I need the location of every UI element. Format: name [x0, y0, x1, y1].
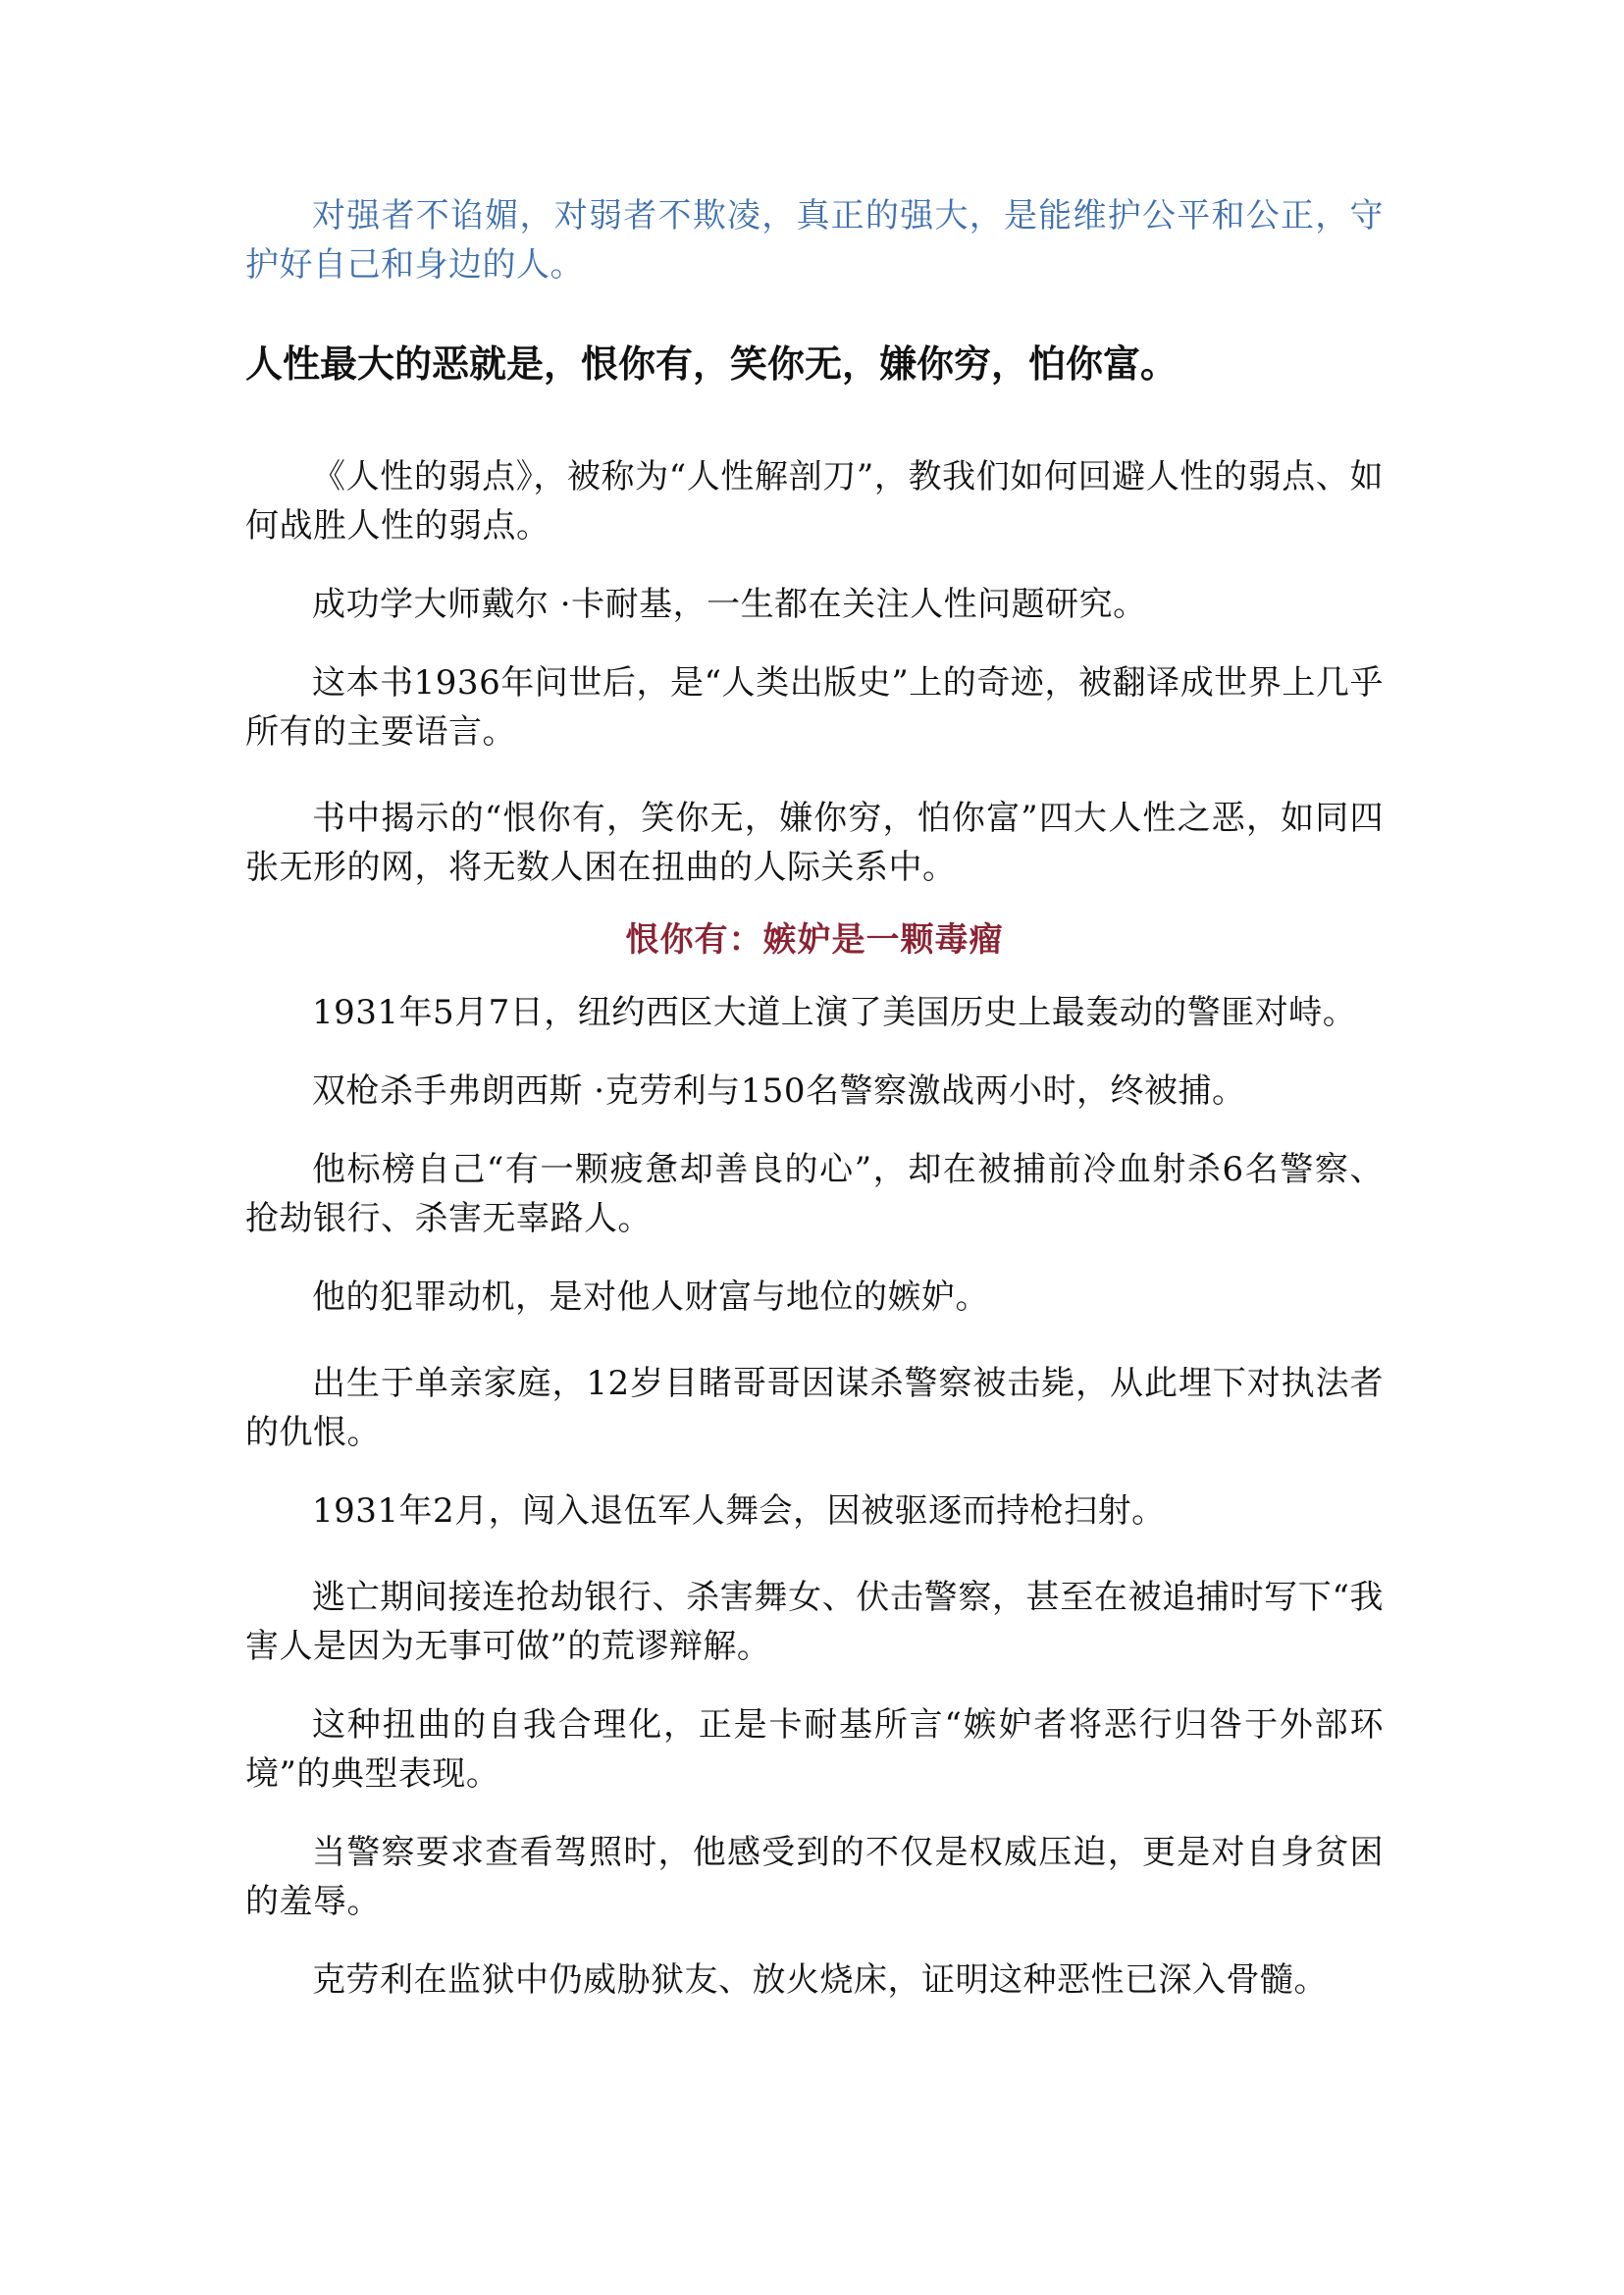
body-paragraph: 当警察要求查看驾照时，他感受到的不仅是权威压迫，更是对自身贫困的羞辱。	[245, 1833, 1384, 1921]
body-paragraph: 他标榜自己“有一颗疲惫却善良的心”，却在被捕前冷血射杀6名警察、抢劫银行、杀害无辜路人。	[245, 1150, 1384, 1238]
intro-paragraph: 《人性的弱点》，被称为“人性解剖刀”，教我们如何回避人性的弱点、如何战胜人性的弱点。	[245, 457, 1384, 546]
body-paragraph: 双枪杀手弗朗西斯 ·克劳利与150名警察激战两小时，终被捕。	[312, 1071, 1246, 1111]
body-paragraph: 1931年5月7日，纽约西区大道上演了美国历史上最轰动的警匪对峙。	[312, 993, 1357, 1032]
intro-paragraph: 成功学大师戴尔 ·卡耐基，一生都在关注人性问题研究。	[312, 585, 1147, 624]
body-paragraph: 1931年2月，闯入退伍军人舞会，因被驱逐而持枪扫射。	[312, 1491, 1166, 1531]
intro-paragraph: 这本书1936年问世后，是“人类出版史”上的奇迹，被翻译成世界上几乎所有的主要语言。	[245, 663, 1384, 752]
intro-paragraph: 书中揭示的“恨你有，笑你无，嫌你穷，怕你富”四大人性之恶，如同四张无形的网，将无数人困在扭曲的人际关系中。	[245, 799, 1384, 887]
body-paragraph: 逃亡期间接连抢劫银行、杀害舞女、伏击警察，甚至在被追捕时写下“我害人是因为无事可做”的荒谬辩解。	[245, 1578, 1384, 1666]
opening-quote: 对强者不谄媚，对弱者不欺凌，真正的强大，是能维护公平和公正，守护好自己和身边的人。	[245, 196, 1384, 285]
document-page	[245, 191, 1384, 2005]
body-paragraph: 这种扭曲的自我合理化，正是卡耐基所言“嫉妒者将恶行归咎于外部环境”的典型表现。	[245, 1705, 1384, 1794]
body-paragraph: 出生于单亲家庭，12岁目睹哥哥因谋杀警察被击毙，从此埋下对执法者的仇恨。	[245, 1364, 1384, 1452]
body-paragraph: 他的犯罪动机，是对他人财富与地位的嫉妒。	[312, 1278, 989, 1317]
body-paragraph: 克劳利在监狱中仍威胁狱友、放火烧床，证明这种恶性已深入骨髓。	[312, 1960, 1328, 2000]
main-heading: 人性最大的恶就是，恨你有，笑你无，嫌你穷，怕你富。	[245, 342, 1179, 386]
section-title: 恨你有：嫉妒是一颗毒瘤	[625, 920, 1004, 960]
